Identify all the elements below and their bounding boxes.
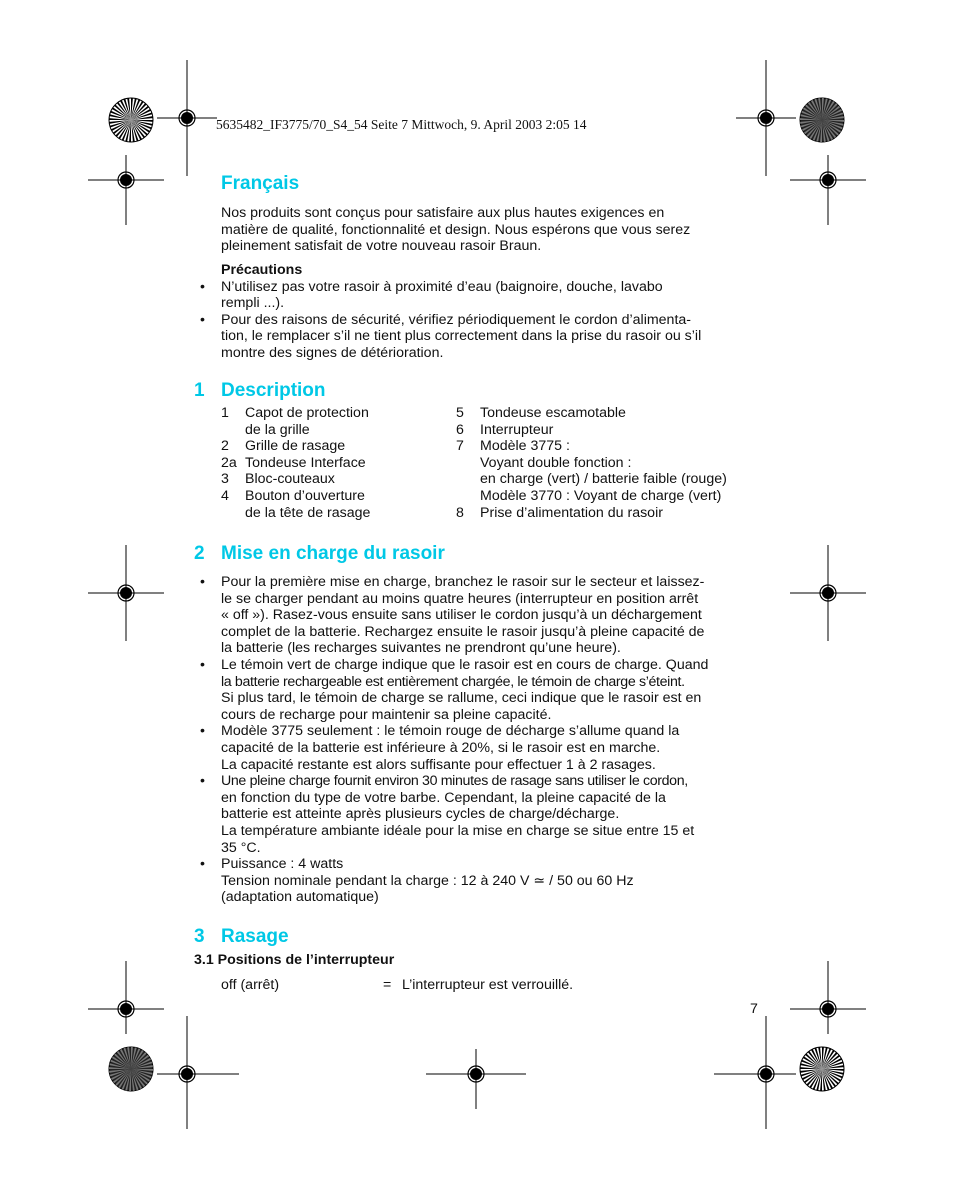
crosshair-icon (426, 1049, 526, 1109)
starburst-icon (800, 1047, 844, 1091)
precautions-heading: Précautions (221, 262, 303, 278)
crosshair-icon (736, 60, 796, 176)
list-item: • Une pleine charge fournit environ 30 minutes de rasage sans utiliser le cordon, en fonction du type de votre barbe. Cependant, la pleine capacité de la batterie est atteinte après plusieurs cycles de charge/décharge. La température ambiante idéale pour la mise en charge se situe entre 15 et 35 °C. (200, 773, 695, 856)
crosshair-icon (790, 961, 866, 1034)
crosshair-icon (157, 60, 217, 176)
list-item: 6 Interrupteur (456, 421, 554, 438)
list-item: • Puissance : 4 watts Tension nominale pendant la charge : 12 à 240 V ≃ / 50 ou 60 Hz (adaptation automatique) (200, 856, 634, 906)
switch-position-eq: = (383, 977, 392, 993)
list-item: 4 Bouton d’ouverture (221, 487, 365, 504)
crosshair-icon (157, 1016, 239, 1129)
list-item: • Pour la première mise en charge, branchez le rasoir sur le secteur et laissez- le se charger pendant au moins quatre heures (interrupteur en position arrêt « off »). Rasez-vous ensuite sans utiliser le cordon jusqu’à un déchargement complet de la batterie. Rechargez ensuite le rasoir jusqu’à pleine capacité de la batterie (les recharges suivantes ne prendront qu’une heure). (200, 574, 705, 657)
list-item: Voyant double fonction : (480, 454, 632, 471)
crosshair-icon (88, 155, 164, 225)
description-list-left (221, 405, 370, 521)
list-item: • Le témoin vert de charge indique que le rasoir est en cours de charge. Quand la batterie rechargeable est entièrement chargée, le témoin de charge s’éteint. Si plus tard, le témoin de charge se rallume, ceci indique que le rasoir est en cours de recharge pour maintenir sa pleine capacité. (200, 656, 709, 723)
list-item: en charge (vert) / batterie faible (rouge) (480, 471, 727, 488)
crosshair-icon (790, 155, 866, 225)
list-item: de la tête de rasage (245, 504, 371, 521)
intro-paragraph: Nos produits sont conçus pour satisfaire aux plus hautes exigences en matière de qualité, fonctionnalité et design. Nous espérons que vous serez pleinement satisfait de votre nouveau rasoir Braun. (221, 205, 691, 255)
print-slug: 5635482_IF3775/70_S4_54 Seite 7 Mittwoch, 9. April 2003 2:05 14 (216, 117, 587, 132)
list-item: Modèle 3770 : Voyant de charge (vert) (480, 487, 722, 504)
switch-position-label: off (arrêt) (221, 977, 280, 993)
switch-position-value: L’interrupteur est verrouillé. (402, 977, 574, 993)
crosshair-icon (88, 961, 164, 1034)
section-1-heading: 1 Description (194, 380, 326, 401)
list-item: 3 Bloc-couteaux (221, 471, 335, 488)
page-title: Français (221, 173, 300, 194)
section-2-heading: 2 Mise en charge du rasoir (194, 543, 445, 564)
description-list-right (456, 405, 727, 521)
crosshair-icon (88, 545, 164, 641)
crosshair-icon (714, 1016, 796, 1129)
list-item: 2a Tondeuse Interface (221, 454, 366, 471)
subsection-heading: 3.1 Positions de l’interrupteur (194, 952, 395, 968)
page-number: 7 (750, 1001, 758, 1017)
starburst-icon (800, 98, 844, 142)
crosshair-icon (790, 545, 866, 641)
list-item: 2 Grille de rasage (221, 438, 346, 455)
list-item: 7 Modèle 3775 : (456, 438, 570, 455)
starburst-icon (109, 98, 153, 142)
section-3-heading: 3 Rasage (194, 926, 289, 947)
list-item: 8 Prise d’alimentation du rasoir (456, 504, 663, 521)
starburst-icon (109, 1047, 153, 1091)
charging-list (200, 574, 709, 906)
list-item: de la grille (245, 421, 310, 438)
list-item: 5 Tondeuse escamotable (456, 405, 626, 421)
list-item: • Modèle 3775 seulement : le témoin rouge de décharge s’allume quand la capacité de la batterie est inférieure à 20%, si le rasoir est en marche. La capacité restante est alors suffisante pour effectuer 1 à 2 rasages. (200, 723, 680, 773)
list-item: 1 Capot de protection (221, 405, 369, 421)
precautions (200, 262, 702, 362)
list-item: • Pour des raisons de sécurité, vérifiez périodiquement le cordon d’alimenta- tion, le remplacer s’il ne tient plus correctement dans la prise du rasoir ou s’il montre des signes de détérioration. (200, 311, 702, 361)
list-item: • N’utilisez pas votre rasoir à proximité d’eau (baignoire, douche, lavabo rempli ...). (200, 278, 663, 312)
